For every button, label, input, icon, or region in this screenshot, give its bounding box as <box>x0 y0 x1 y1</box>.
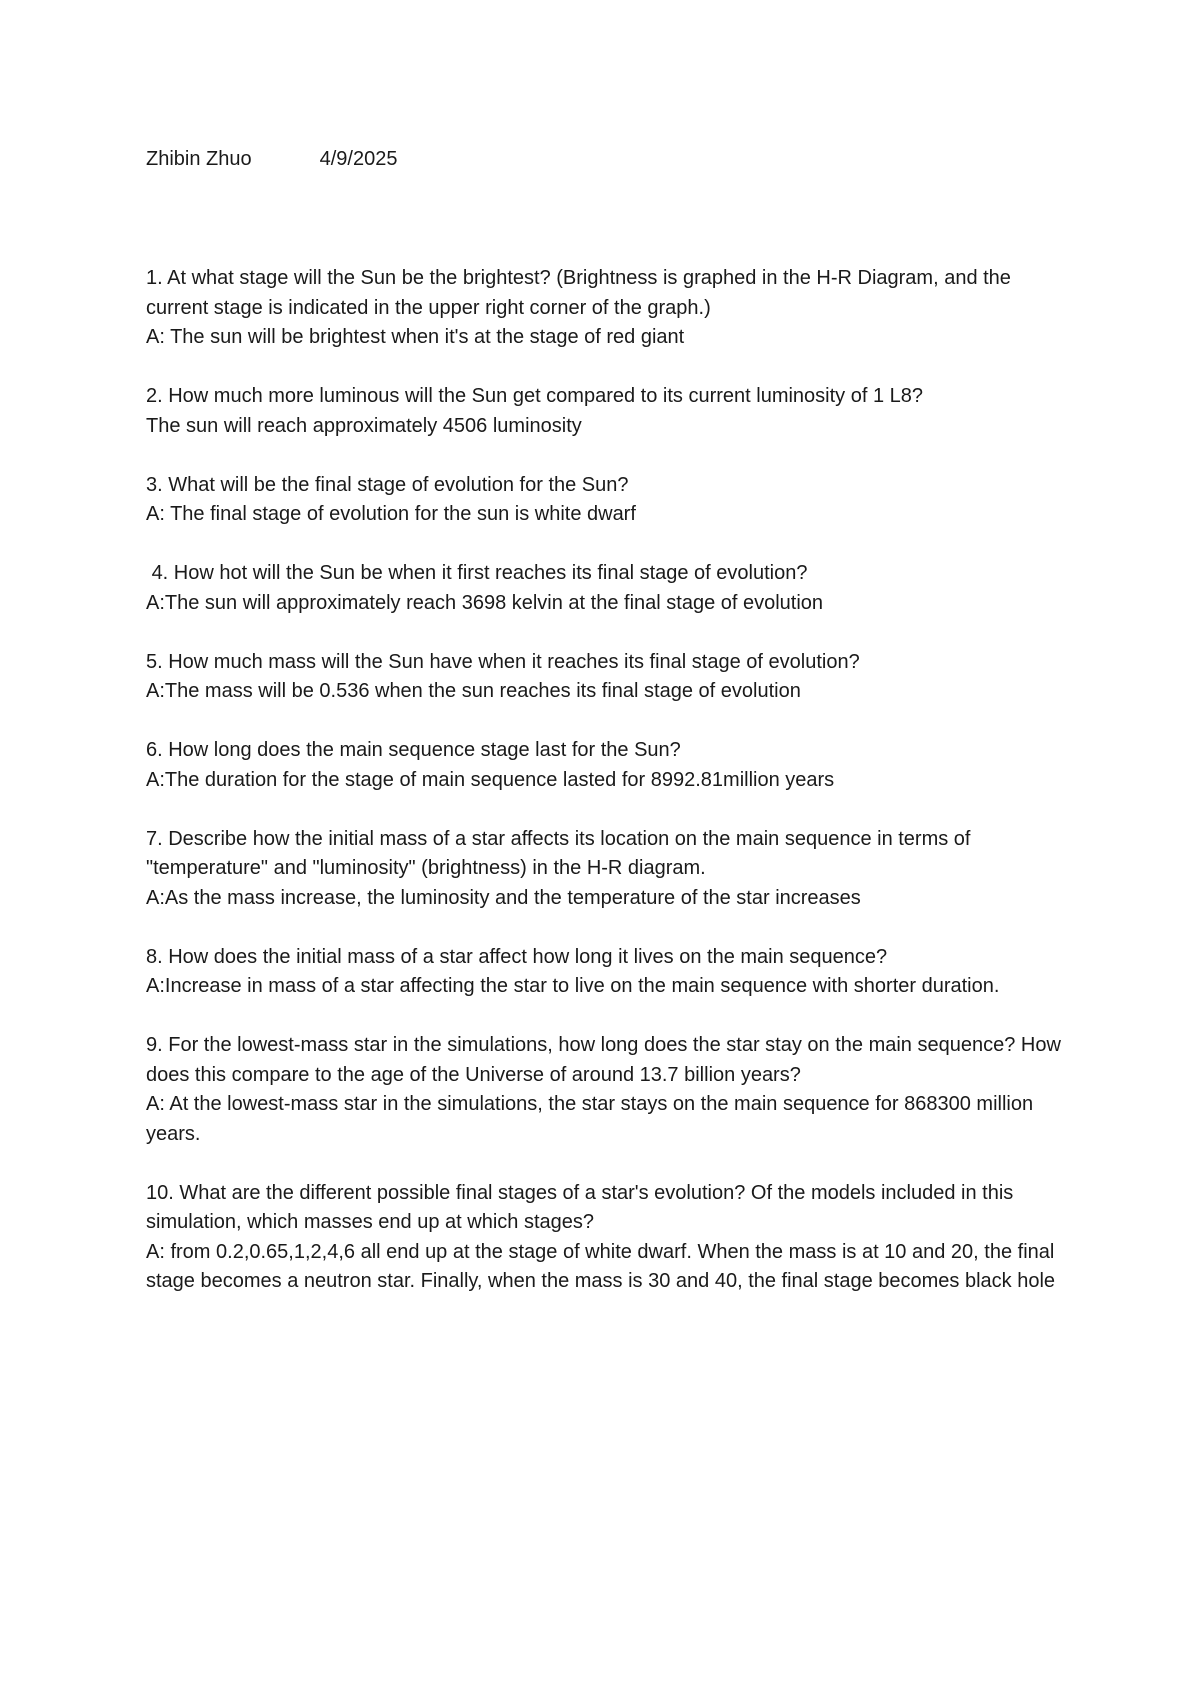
question-text: 6. How long does the main sequence stage last for the Sun? <box>146 739 681 761</box>
answer-text: A:Increase in mass of a star affecting the star to live on the main sequence with shorter duration. <box>146 975 1000 997</box>
qa-item-5 <box>146 648 1066 707</box>
answer-text: A:The duration for the stage of main sequence lasted for 8992.81million years <box>146 768 835 791</box>
question-text: 2. How much more luminous will the Sun get compared to its current luminosity of 1 L8? <box>146 385 924 407</box>
question-text: 9. For the lowest-mass star in the simulations, how long does the star stay on the main sequence? How does this compare to the age of the Universe of around 13.7 billion years? <box>146 1034 1061 1086</box>
answer-text: A: The final stage of evolution for the sun is white dwarf <box>146 503 636 525</box>
document-header <box>146 146 397 172</box>
answer-text: A: At the lowest-mass star in the simulations, the star stays on the main sequence for 868300 million years. <box>146 1093 1034 1145</box>
qa-item-7 <box>146 825 1066 914</box>
question-text: 10. What are the different possible final stages of a star's evolution? Of the models included in this simulation, which masses end up at which stages? <box>146 1181 1014 1233</box>
qa-item-9 <box>146 1031 1066 1149</box>
question-text: 3. What will be the final stage of evolution for the Sun? <box>146 473 629 496</box>
qa-item-4 <box>146 559 1066 618</box>
answer-text: A:The sun will approximately reach 3698 kelvin at the final stage of evolution <box>146 591 824 614</box>
question-text: 1. At what stage will the Sun be the brightest? (Brightness is graphed in the H-R Diagram, and the current stage is indicated in the upper right corner of the graph.) <box>146 267 1011 319</box>
qa-item-10 <box>146 1179 1066 1297</box>
qa-item-8 <box>146 943 1066 1002</box>
question-text: 5. How much mass will the Sun have when it reaches its final stage of evolution? <box>146 650 860 673</box>
question-answer-list <box>146 264 1066 1326</box>
answer-text: A:The mass will be 0.536 when the sun reaches its final stage of evolution <box>146 680 801 702</box>
answer-text: A: The sun will be brightest when it's at the stage of red giant <box>146 326 685 348</box>
author-name: Zhibin Zhuo <box>146 148 252 170</box>
qa-item-3 <box>146 471 1066 530</box>
question-text: 4. How hot will the Sun be when it first reaches its final stage of evolution? <box>146 562 808 584</box>
answer-text: A: from 0.2,0.65,1,2,4,6 all end up at the stage of white dwarf. When the mass is at 10 and 20, the final stage becomes a neutron star. Finally, when the mass is 30 and 40, the final stage becomes black hole <box>146 1240 1056 1292</box>
qa-item-6 <box>146 736 1066 795</box>
answer-text: The sun will reach approximately 4506 luminosity <box>146 414 582 437</box>
qa-item-2 <box>146 382 1066 441</box>
question-text: 8. How does the initial mass of a star affect how long it lives on the main sequence? <box>146 945 888 968</box>
answer-text: A:As the mass increase, the luminosity and the temperature of the star increases <box>146 886 861 909</box>
qa-item-1 <box>146 264 1066 353</box>
question-text: 7. Describe how the initial mass of a star affects its location on the main sequence in terms of "temperature" and "luminosity" (brightness) in the H-R diagram. <box>146 827 971 879</box>
document-date: 4/9/2025 <box>319 148 398 170</box>
